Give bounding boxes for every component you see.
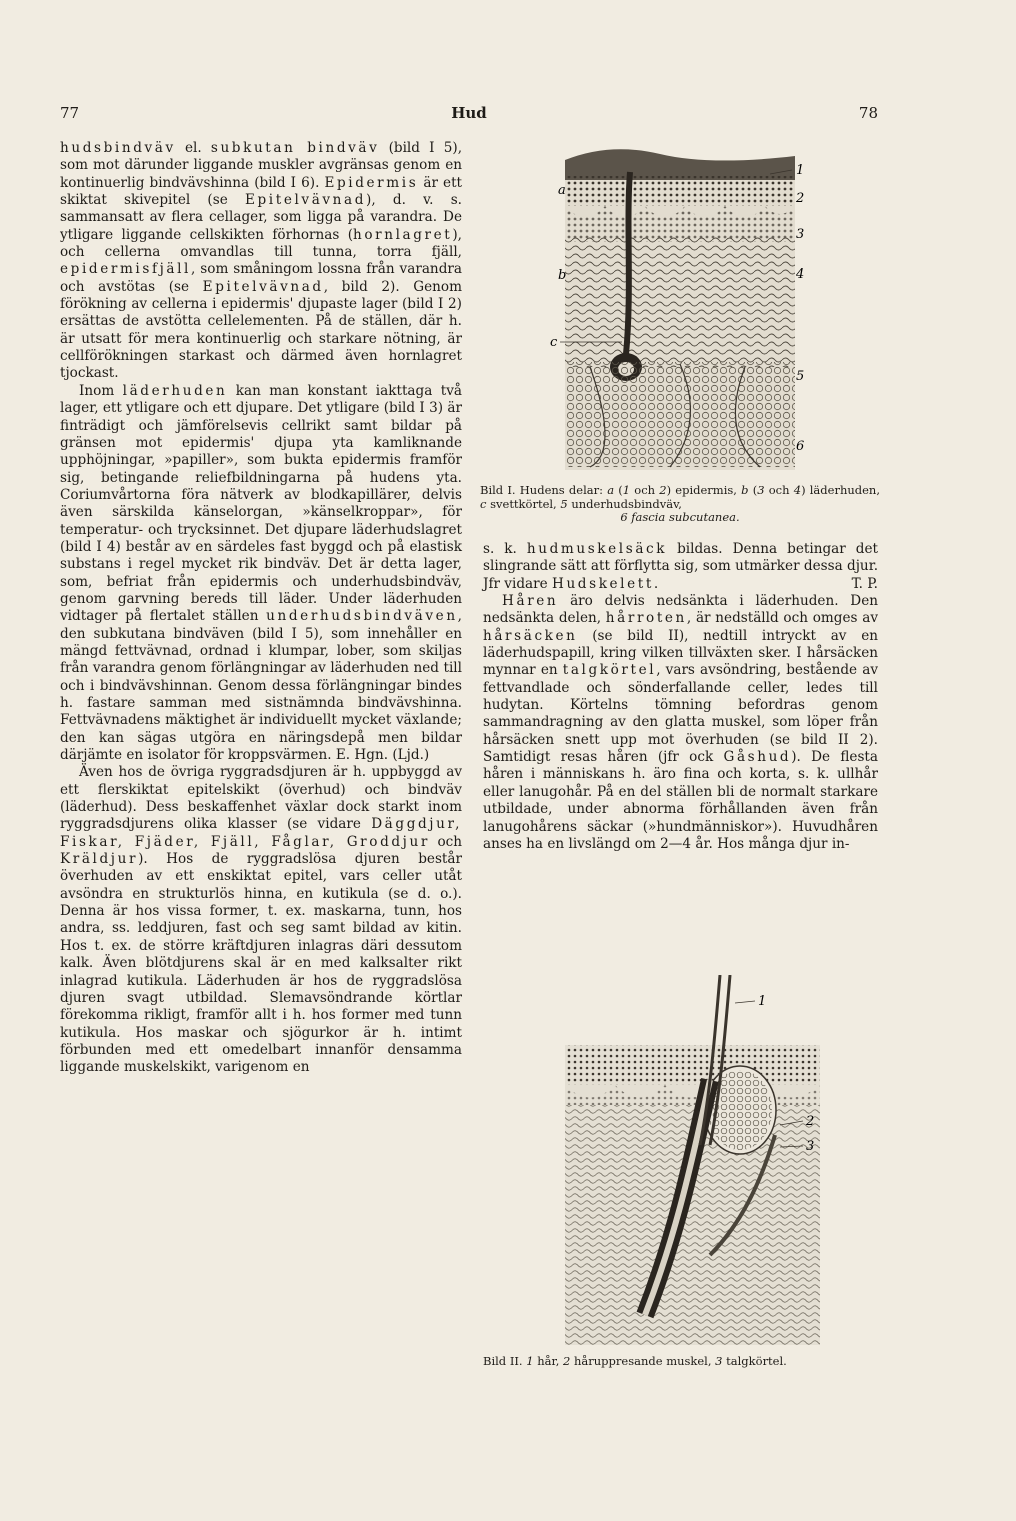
paragraph: s. k. hudmuskelsäck bildas. Denna betingar det slingrande sätt att förflytta sig, som utmärker dessa djur. Jfr vidare Hudskelett. T. P. [483, 541, 879, 592]
left-column [60, 140, 462, 1077]
page-number-right: 78 [858, 104, 878, 122]
page-title: Hud [451, 104, 487, 122]
figure-1-caption: Bild I. Hudens delar: a (1 och 2) epidermis, b (3 och 4) läderhuden, c svettkörtel, 5 underhudsbindväv, 6 fascia subcutanea. [480, 483, 880, 524]
right-column [483, 541, 878, 853]
label-b: b [558, 268, 567, 283]
label-2: 2 [796, 191, 805, 206]
label-2: 2 [806, 1114, 815, 1129]
label-1: 1 [758, 994, 767, 1009]
page-header [60, 104, 878, 126]
label-4: 4 [796, 267, 805, 282]
label-c: c [550, 335, 558, 350]
label-5: 5 [796, 369, 805, 384]
label-a: a [558, 183, 566, 198]
author-signature: T. P. [851, 575, 878, 592]
label-6: 6 [796, 439, 805, 454]
paragraph: Inom läderhuden kan man konstant iakttaga två lager, ett ytligare och ett djupare. Det ytligare (bild I 3) är finträdigt och jämförelsevis cellrikt samt bildar på gränsen mot epidermis' djupa yta kamliknande upphöjningar, »papiller», som bukta epidermis framför sig, betingande reliefbildningarna på hudens yta. Coriumvårtorna föra nätverk av blodkapillärer, delvis även särskilda känselorgan, »känselkroppar», för temperatur- och trycksinnet. Det djupare läderhudslagret (bild I 4) består av en särdeles fast byggd och på elastisk substans i regel mycket rik bindväv. Det är detta lager, som, befriat från epidermis och underhudsbindväv, genom garvning bereds till läder. Under läderhuden vidtager på flertalet ställen underhudsbindväven, den subkutana bindväven (bild I 5), som innehåller en mängd fettvävnad, ordnad i klumpar, lober, som skiljas från varandra genom förlängningar av läderhuden ned till och i bindvävshinnan. Genom dessa förlängningar bindes h. fastare samman med sistnämnda bindvävshinna. Fettvävnadens mäktighet är individuellt mycket växlande; den kan sägas utgöra en näringsdepå men bildar därjämte en isolator för kroppsvärmen. E. Hgn. (Ljd.) [60, 382, 462, 764]
figure-skin-layers [530, 132, 830, 477]
label-3: 3 [796, 227, 805, 242]
paragraph: hudsbindväv el. subkutan bindväv (bild I 5), som mot därunder liggande muskler avgränsas genom en kontinuerlig bindvävshinna (bild I 6). Epidermis är ett skiktat skivepitel (se Epitelvävnad), d. v. s. sammansatt av flera cellager, som ligga på varandra. De ytligare liggande cellskikten förhornas (hornlagret), och cellerna omvandlas till tunna, torra fjäll, epidermisfjäll, som småningom lossna från varandra och avstötas (se Epitelvävnad, bild 2). Genom förökning av cellerna i epidermis' djupaste lager (bild I 2) ersättas de avstötta cellelementen. På de ställen, där h. är utsatt för mera kontinuerlig och starkare nötning, är cellförökningen starkast och därmed även hornlagret tjockast. [60, 140, 463, 382]
paragraph: Håren äro delvis nedsänkta i läderhuden. Den nedsänkta delen, hårroten, är nedställd och omges av hårsäcken (se bild II), nedtill intryckt av en läderhudspapill, kring vilken tillväxten sker. I hårsäcken mynnar en talgkörtel, vars avsöndring, bestående av fettvandlade och sönderfallande celler, ledes till hudytan. Körtelns tömning befordras genom sammandragning av den glatta muskel, som löper från hårsäcken snett upp mot överhuden (se bild II 2). Samtidigt resas håren (jfr ock Gåshud). De flesta håren i människans h. äro fina och korta, s. k. ullhår eller lanugohår. På en del ställen bli de normalt starkare utbildade, under abnorma förhållanden även från lanugohårens säckar (»hundmänniskor»). Huvudhåren anses ha en livslängd om 2—4 år. Hos många djur in- [483, 593, 878, 852]
label-1: 1 [796, 163, 805, 178]
figure-hair-follicle [560, 975, 840, 1355]
page-number-left: 77 [60, 104, 80, 122]
figure-2-caption: Bild II. 1 hår, 2 håruppresande muskel, 3 talgkörtel. [483, 1354, 787, 1368]
paragraph: Även hos de övriga ryggradsdjuren är h. uppbyggd av ett flerskiktat epitelskikt (överhud) och bindväv (läderhud). Dess beskaffenhet växlar dock starkt inom ryggradsdjurens olika klasser (se vidare Däggdjur, Fiskar, Fjäder, Fjäll, Fåglar, Groddjur och Kräldjur). Hos de ryggradslösa djuren består överhuden av ett enskiktat epitel, vars celler utåt avsöndra en strukturlös hinna, en kutikula (se d. o.). Denna är hos vissa former, t. ex. maskarna, tunn, hos andra, ss. leddjuren, fast och seg samt bildad av kitin. Hos t. ex. de större kräftdjuren inlagras däri dessutom kalk. Även blötdjurens skal är en med kalksalter rikt inlagrad kutikula. Läderhuden är hos de ryggradslösa djuren svagt utbildad. Slemavsöndrande körtlar förekomma rikligt, framför allt i h. hos former med tunn kutikula. Hos maskar och sjögurkor är h. intimt förbunden med ett omedelbart innanför densamma liggande muskelskikt, varigenom en [60, 764, 463, 1076]
label-3: 3 [806, 1139, 815, 1154]
